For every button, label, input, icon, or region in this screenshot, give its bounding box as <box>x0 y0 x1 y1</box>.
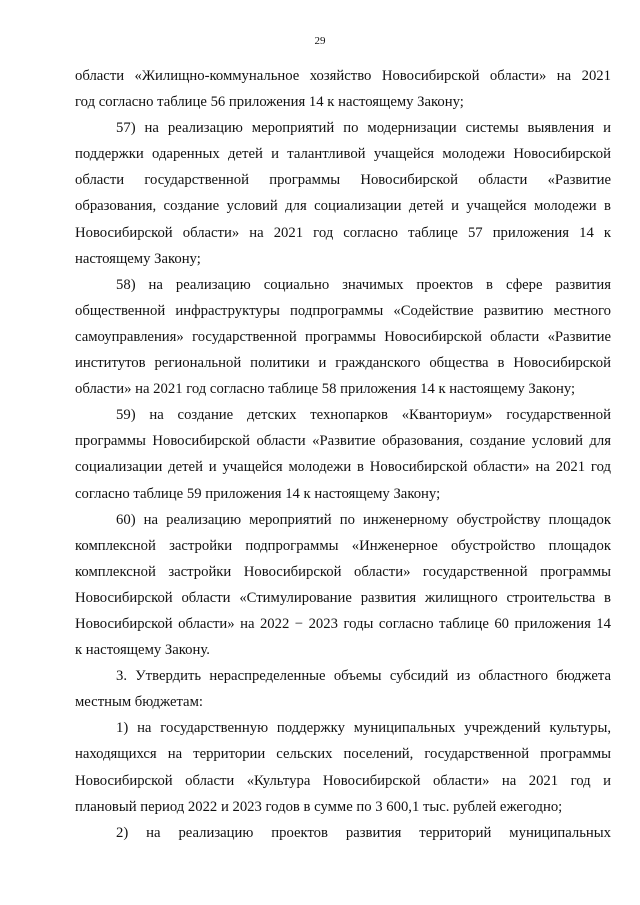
text-line: 2) на реализацию проектов развития территорий муниципальных <box>116 824 611 841</box>
text-line: комплексной застройки подпрограммы «Инженерное обустройство площадок <box>75 537 611 554</box>
text-line: 60) на реализацию мероприятий по инженерному обустройству площадок <box>116 511 611 528</box>
text-line: год согласно таблице 56 приложения 14 к настоящему Закону; <box>75 94 464 111</box>
paragraph-p-cont <box>75 63 611 115</box>
text-line: согласно таблице 59 приложения 14 к настоящему Закону; <box>75 485 441 502</box>
text-line: общественной инфраструктуры подпрограммы «Содействие развитию местного <box>75 302 611 319</box>
text-line: институтов региональной политики и гражданского общества в Новосибирской <box>75 355 611 372</box>
text-line: Новосибирской области «Культура Новосибирской области» на 2021 год и <box>75 772 611 789</box>
text-line: области государственной программы Новосибирской области «Развитие <box>75 172 611 189</box>
paragraph-p57 <box>75 115 611 272</box>
text-line: 58) на реализацию социально значимых проектов в сфере развития <box>116 276 611 293</box>
text-line: 59) на создание детских технопарков «Кванториум» государственной <box>116 407 611 424</box>
text-line: Новосибирской области «Стимулирование развития жилищного строительства в <box>75 589 611 606</box>
text-line: плановый период 2022 и 2023 годов в сумме по 3 600,1 тыс. рублей ежегодно; <box>75 798 563 815</box>
paragraph-p60 <box>75 507 611 664</box>
text-line: к настоящему Закону. <box>75 642 210 659</box>
text-line: Новосибирской области» на 2021 год согласно таблице 57 приложения 14 к <box>75 224 611 241</box>
text-line: местным бюджетам: <box>75 694 203 711</box>
text-line: 57) на реализацию мероприятий по модернизации системы выявления и <box>116 120 611 137</box>
text-line: самоуправления» государственной программы Новосибирской области «Развитие <box>75 328 611 345</box>
text-line: Новосибирской области» на 2022 − 2023 годы согласно таблице 60 приложения 14 <box>75 615 611 632</box>
text-line: области «Жилищно-коммунальное хозяйство Новосибирской области» на 2021 <box>75 68 611 84</box>
text-line: настоящему Закону; <box>75 250 201 267</box>
text-line: комплексной застройки Новосибирской области» государственной программы <box>75 563 611 580</box>
paragraph-p59 <box>75 402 611 506</box>
paragraph-p3 <box>75 663 611 715</box>
document-body <box>75 63 611 846</box>
text-line: находящихся на территории сельских поселений, государственной программы <box>75 746 611 763</box>
text-line: программы Новосибирской области «Развитие образования, создание условий для <box>75 433 611 450</box>
paragraph-p58 <box>75 272 611 402</box>
text-line: области» на 2021 год согласно таблице 58 приложения 14 к настоящему Закону; <box>75 381 576 398</box>
text-line: 3. Утвердить нераспределенные объемы субсидий из областного бюджета <box>116 668 611 685</box>
text-line: поддержки одаренных детей и талантливой учащейся молодежи Новосибирской <box>75 146 611 163</box>
page-number: 29 <box>314 35 326 47</box>
paragraph-p3-2 <box>75 820 611 846</box>
text-line: социализации детей и учащейся молодежи в Новосибирской области» на 2021 год <box>75 459 611 476</box>
paragraph-p3-1 <box>75 715 611 819</box>
text-line: 1) на государственную поддержку муниципальных учреждений культуры, <box>116 720 611 737</box>
text-line: образования, создание условий для социализации детей и учащейся молодежи в <box>75 198 611 215</box>
